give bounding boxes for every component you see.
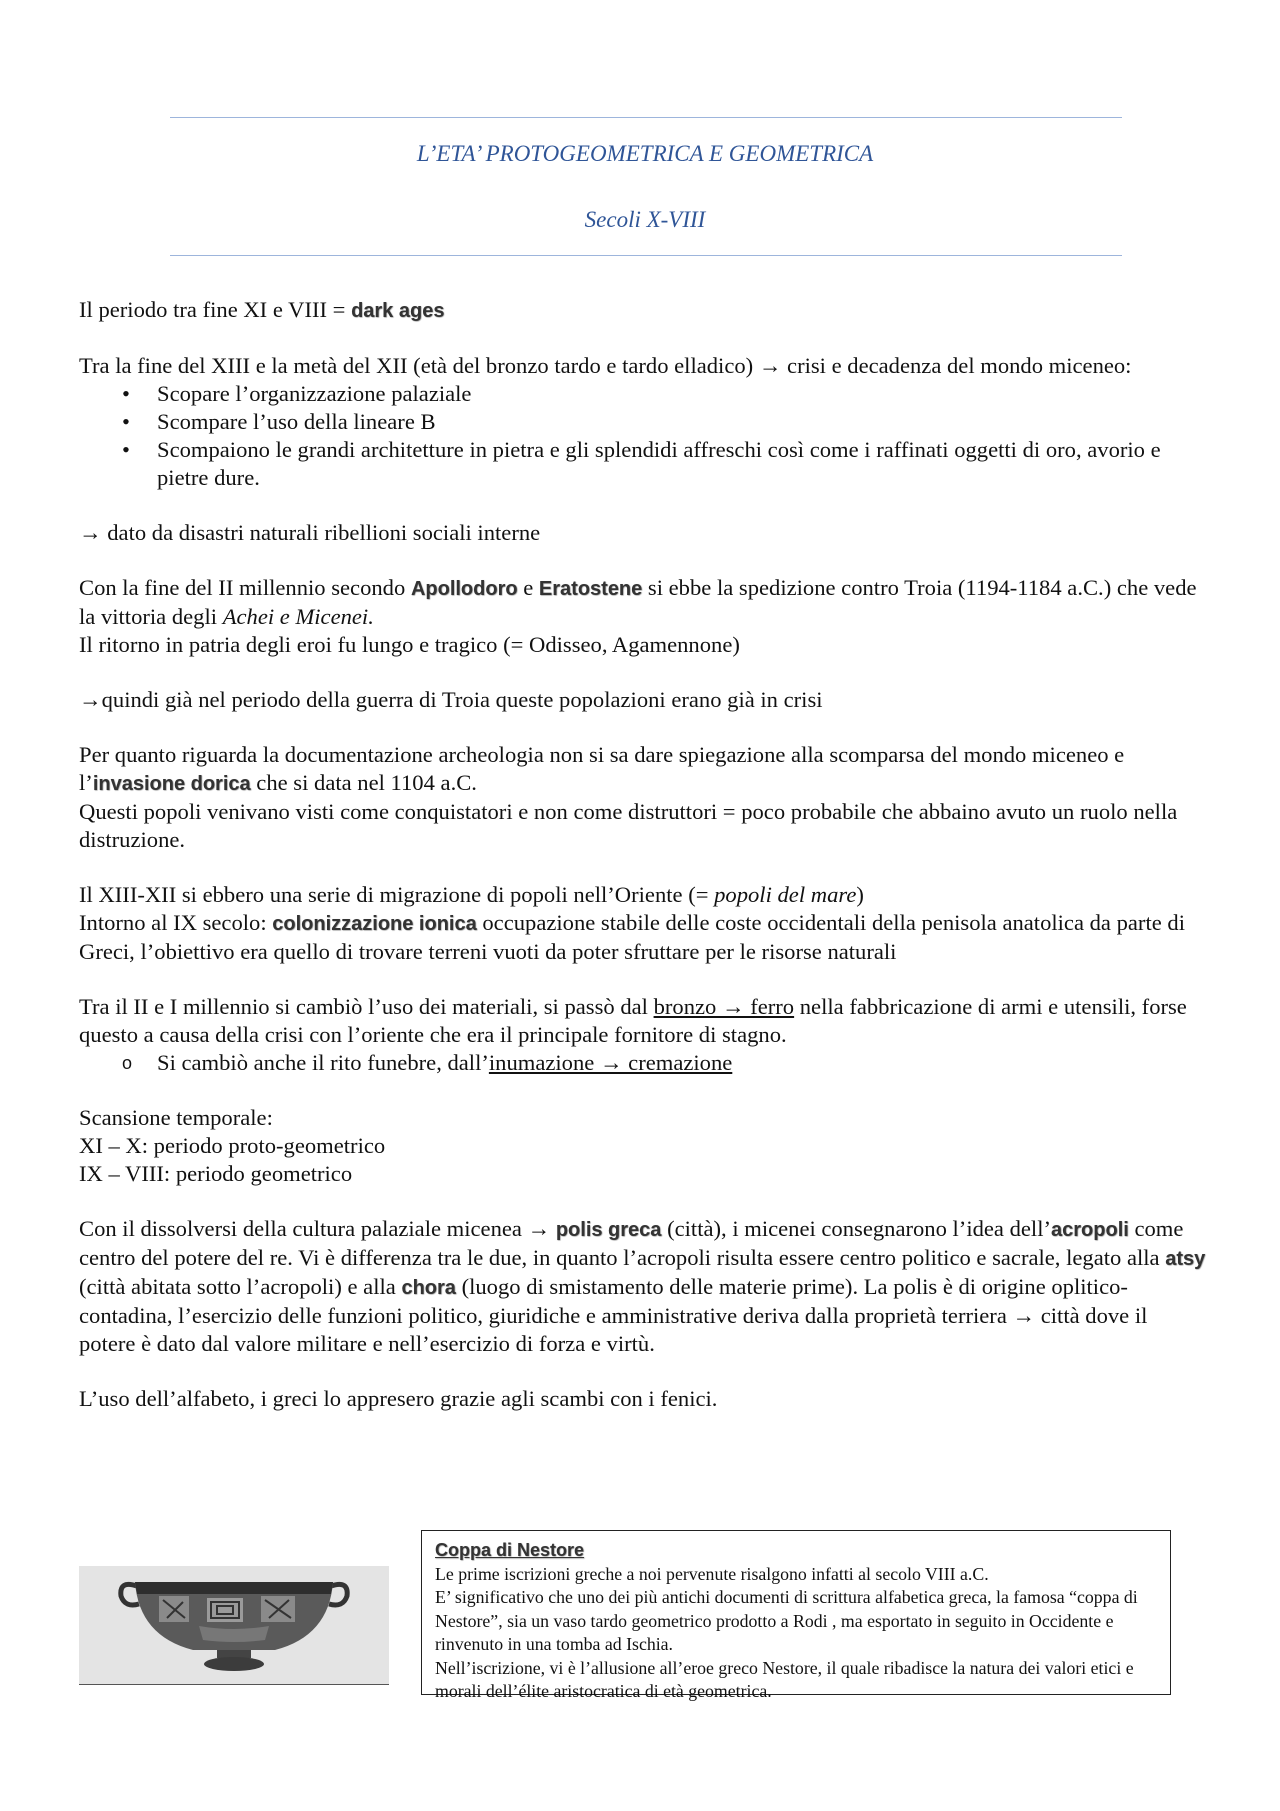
paragraph-scansione-heading: Scansione temporale: [79, 1105, 273, 1130]
list-item: • Scompaiono le grandi architetture in pietra e gli splendidi affreschi così come i raffinati oggetti di oro, avorio e pietre dure. [79, 436, 1209, 492]
term-dark-ages: dark ages [351, 300, 445, 322]
header-rule-bottom [170, 255, 1122, 256]
box-line-3: Nell’iscrizione, vi è l’allusione all’eroe greco Nestore, il quale ribadisce la natura dei valori etici e morali dell’élite aristocratica di età geometrica. [435, 1657, 1134, 1701]
header-rule-top [170, 117, 1122, 118]
box-line-2: E’ significativo che uno dei più antichi documenti di scrittura alfabetica greca, la famosa “coppa di Nestore”, sia un vaso tardo geometrico prodotto a Rodi , ma esportato in seguito in Occidente e rinvenuto in una tomba ad Ischia. [435, 1587, 1138, 1654]
paragraph-invasione: Per quanto riguarda la documentazione archeologia non si sa dare spiegazione alla scomparsa del mondo miceneo e l’invasione dorica che si data nel 1104 a.C. [79, 742, 1125, 795]
paragraph-polis: Con il dissolversi della cultura palaziale micenea → polis greca (città), i micenei consegnarono l’idea dell’acropoli come centro del potere del re. Vi è differenza tra le due, in quanto l’acropoli risulta essere centro politico e sacrale, legato alla atsy (città abitata sotto l’acropoli) e alla chora (luogo di smistamento delle materie prime). La polis è di origine oplitico-contadina, l’esercizio delle funzioni politico, giuridiche e amministrative deriva dalla proprietà terriera → città dove il potere è dato dal valore militare e nell’esercizio di forza e virtù. [79, 1216, 1206, 1356]
paragraph-migrazione: Il XIII-XII si ebbero una serie di migrazione di popoli nell’Oriente (= popoli del mare) [79, 882, 864, 907]
paragraph-colonizzazione: Intorno al IX secolo: colonizzazione ionica occupazione stabile delle coste occidentali della penisola anatolica da parte di Greci, l’obiettivo era quello di trovare terreni vuoti da poter sfruttare per le risorse naturali [79, 910, 1185, 964]
term-apollodoro: Apollodoro [410, 578, 518, 600]
paragraph-scansione-2: IX – VIII: periodo geometrico [79, 1161, 353, 1186]
list-item: • Scopare l’organizzazione palaziale [79, 380, 1209, 408]
paragraph-guerra: →quindi già nel periodo della guerra di Troia queste popolazioni erano già in crisi [79, 687, 823, 712]
paragraph-ritorno: Il ritorno in patria degli eroi fu lungo e tragico (= Odisseo, Agamennone) [79, 632, 740, 657]
paragraph-materiali: Tra il II e I millennio si cambiò l’uso dei materiali, si passò dal bronzo → ferro nella fabbricazione di armi e utensili, forse questo a causa della crisi con l’oriente che era il principale fornitore di stagno. [79, 994, 1187, 1047]
paragraph-troia: Con la fine del II millennio secondo Apollodoro e Eratostene si ebbe la spedizione contro Troia (1194-1184 a.C.) che vede la vittoria degli Achei e Micenei. [79, 575, 1197, 629]
coppa-di-nestore-image [79, 1566, 389, 1685]
bullet-list [79, 380, 1209, 492]
term-atsy: atsy [1165, 1248, 1206, 1270]
term-invasione-dorica: invasione dorica [92, 773, 251, 795]
term-acropoli: acropoli [1051, 1219, 1129, 1241]
paragraph-dark-ages: Il periodo tra fine XI e VIII = dark ages [79, 297, 445, 322]
list-item: o Si cambiò anche il rito funebre, dall’inumazione → cremazione [79, 1049, 1209, 1077]
page-subtitle: Secoli X-VIII [584, 207, 706, 232]
sub-list [79, 1049, 1209, 1077]
box-heading: Coppa di Nestore [435, 1540, 585, 1560]
paragraph-alfabeto: L’uso dell’alfabeto, i greci lo appresero grazie agli scambi con i fenici. [79, 1386, 718, 1411]
list-item: • Scompare l’uso della lineare B [79, 408, 1209, 436]
term-eratostene: Eratostene [538, 578, 643, 600]
document-body [79, 296, 1209, 1413]
paragraph-conquistatori: Questi popoli venivano visti come conquistatori e non come distruttori = poco probabile che abbaino avuto un ruolo nella distruzione. [79, 799, 1178, 852]
term-chora: chora [401, 1277, 456, 1299]
box-line-1: Le prime iscrizioni greche a noi pervenute risalgono infatti al secolo VIII a.C. [435, 1563, 989, 1584]
paragraph-crisi: Tra la fine del XIII e la metà del XII (età del bronzo tardo e tardo elladico) → crisi e decadenza del mondo miceneo: [79, 353, 1132, 378]
cup-illustration [79, 1566, 389, 1684]
term-colonizzazione-ionica: colonizzazione ionica [272, 913, 477, 935]
coppa-di-nestore-box [421, 1530, 1171, 1701]
paragraph-scansione-1: XI – X: periodo proto-geometrico [79, 1133, 386, 1158]
term-polis-greca: polis greca [555, 1219, 662, 1241]
page-title: L’ETA’ PROTOGEOMETRICA E GEOMETRICA [416, 141, 874, 166]
paragraph-disastri: → dato da disastri naturali ribellioni sociali interne [79, 520, 541, 545]
